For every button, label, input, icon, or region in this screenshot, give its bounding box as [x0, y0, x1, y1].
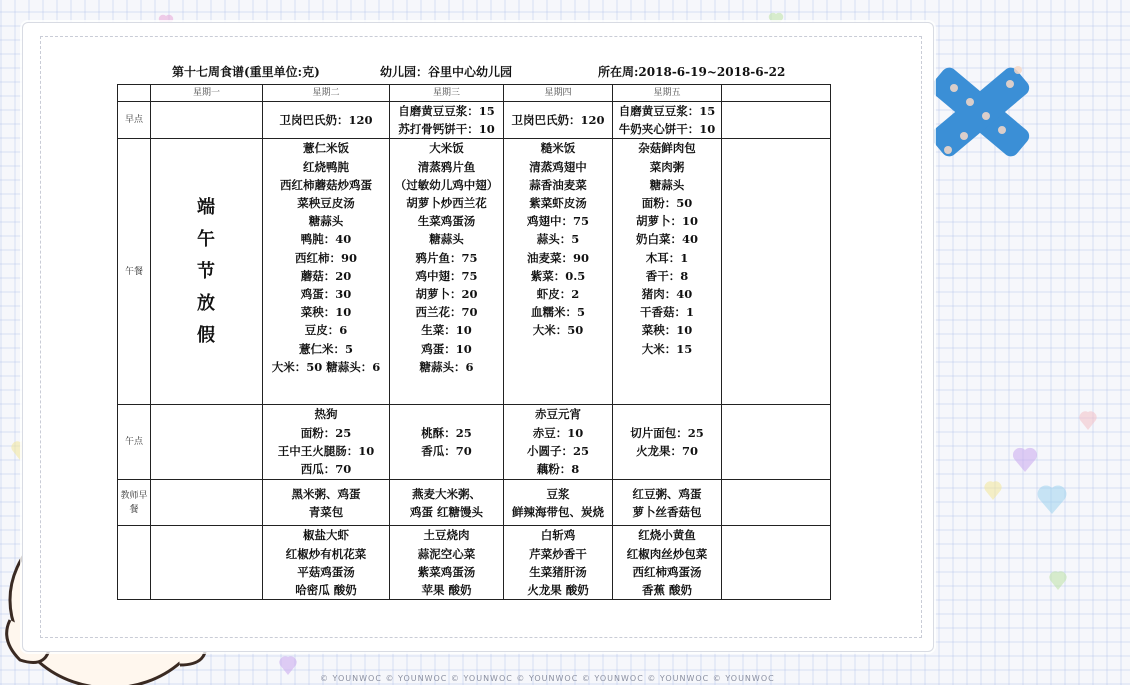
menu-line: 火龙果 酸奶 [527, 583, 589, 598]
menu-line: 豆浆 [546, 486, 570, 501]
col-header-thu: 星期四 [504, 85, 613, 102]
cell-lunch-thu [504, 139, 613, 405]
menu-line: 鸦片鱼：75 [415, 250, 478, 265]
menu-line: 生菜猪肝汤 [529, 564, 587, 579]
menu-line: 香干：8 [645, 268, 689, 283]
menu-line: 西兰花：70 [415, 305, 478, 320]
menu-line: 薏仁米：5 [298, 341, 353, 356]
menu-line: 杂菇鲜肉包 [638, 141, 696, 156]
cell-dinner-thu [504, 526, 613, 600]
cell-lunch-extra [722, 139, 831, 405]
menu-line: 紫菜虾皮汤 [529, 196, 587, 211]
menu-line: 生菜鸡蛋汤 [417, 214, 476, 229]
menu-table [117, 84, 831, 600]
row-label-snack: 午点 [118, 405, 151, 480]
menu-line: 薏仁米饭 [303, 141, 349, 156]
menu-line: 红椒肉丝炒包菜 [626, 546, 708, 561]
menu-line: 卫岗巴氏奶：120 [279, 113, 373, 128]
menu-line: 鸡蛋：30 [300, 287, 352, 302]
teacher-breakfast-row [118, 480, 831, 526]
snack-row [118, 405, 831, 480]
menu-line: 香瓜：70 [421, 444, 472, 459]
menu-line: 西红柿鸡蛋汤 [632, 564, 702, 579]
menu-line: 藕粉：8 [536, 462, 580, 477]
menu-line: 王中王火腿肠：10 [277, 443, 375, 458]
menu-line: 芹菜炒香干 [529, 546, 587, 561]
menu-line: 牛奶夹心饼干：10 [618, 122, 716, 137]
cell-breakfast-thu [504, 102, 613, 139]
cell-lunch-mon-holiday [151, 139, 263, 405]
cell-snack-extra [722, 405, 831, 480]
menu-line: 鸡蛋 红糖馒头 [409, 504, 483, 519]
holiday-char: 午 [197, 228, 216, 250]
cell-lunch-fri [613, 139, 722, 405]
watermark-text: © YOUNWOC © YOUNWOC © YOUNWOC © YOUNWOC © YOUNWOC © YOUNWOC © YOUNWOC [320, 674, 775, 683]
cell-dinner-wed [390, 526, 504, 600]
menu-line: 木耳：1 [645, 250, 689, 265]
row-label-lunch: 午餐 [118, 139, 151, 405]
menu-line: 切片面包：25 [630, 426, 704, 441]
cell-snack-tue [263, 405, 390, 480]
table-header-row [118, 85, 831, 102]
col-header-tue: 星期二 [263, 85, 390, 102]
menu-line: 大米：50 糖蒜头：6 [271, 359, 381, 374]
cell-dinner-tue [263, 526, 390, 600]
cell-teacher-mon [151, 480, 263, 526]
menu-line: 红烧小黄鱼 [638, 528, 696, 543]
cell-lunch-tue [263, 139, 390, 405]
menu-line: 赤豆元宵 [535, 407, 581, 422]
menu-line: 赤豆：10 [532, 425, 584, 440]
menu-line: 糙米饭 [540, 141, 576, 156]
holiday-char: 放 [197, 292, 216, 314]
menu-line: 西红柿蘑菇炒鸡蛋 [280, 177, 372, 192]
menu-line: 糖蒜头 [429, 232, 464, 247]
menu-title: 第十七周食谱(重里单位:克) [172, 65, 320, 79]
menu-line: 菜肉粥 [649, 159, 685, 174]
cell-breakfast-wed [390, 102, 504, 139]
menu-line: 蘑菇：20 [300, 268, 352, 283]
menu-line: 大米：15 [641, 341, 693, 356]
kindergarten-name: 幼儿园：谷里中心幼儿园 [380, 65, 513, 79]
menu-line: 大米饭 [429, 141, 464, 156]
menu-line: 清蒸鸦片鱼 [417, 159, 476, 174]
menu-line: 生菜：10 [421, 323, 472, 338]
lunch-row [118, 139, 831, 405]
row-label-breakfast: 早点 [118, 102, 151, 139]
menu-line: 鸭肫：40 [300, 232, 352, 247]
menu-line: 胡萝卜炒西兰花 [406, 196, 487, 211]
cell-breakfast-extra [722, 102, 831, 139]
cell-teacher-fri [613, 480, 722, 526]
menu-line: 紫菜鸡蛋汤 [417, 564, 476, 579]
menu-line: 红豆粥、鸡蛋 [632, 486, 702, 501]
menu-line: 蒜泥空心菜 [417, 546, 476, 561]
menu-line: 鸡中翅：75 [415, 268, 478, 283]
menu-header [172, 63, 792, 81]
menu-line: （过敏幼儿鸡中翅） [394, 177, 499, 192]
holiday-char: 假 [197, 324, 216, 346]
menu-line: 鸡翅中：75 [526, 214, 589, 229]
week-range: 所在周:2018-6-19~2018-6-22 [598, 65, 786, 79]
cell-teacher-tue [263, 480, 390, 526]
menu-line: 干香菇：1 [639, 305, 694, 320]
menu-line: 鸡蛋：10 [421, 341, 472, 356]
menu-line: 猪肉：40 [641, 287, 693, 302]
menu-line: 奶白菜：40 [635, 232, 698, 247]
menu-line: 哈密瓜 酸奶 [295, 583, 357, 598]
menu-line: 红椒炒有机花菜 [285, 546, 367, 561]
cell-dinner-mon [151, 526, 263, 600]
menu-line: 白斩鸡 [540, 528, 576, 543]
cell-teacher-wed [390, 480, 504, 526]
menu-line: 胡萝卜：20 [415, 287, 478, 302]
menu-line: 清蒸鸡翅中 [529, 159, 587, 174]
menu-line: 热狗 [314, 407, 338, 422]
menu-line: 豆皮：6 [304, 323, 348, 338]
menu-line: 西瓜：70 [300, 462, 352, 477]
row-label-dinner [118, 526, 151, 600]
col-header-extra [722, 85, 831, 102]
menu-line: 燕麦大米粥、 [412, 486, 481, 501]
menu-line: 面粉：50 [641, 196, 693, 211]
menu-line: 虾皮：2 [536, 287, 580, 302]
menu-line: 黑米粥、鸡蛋 [291, 486, 361, 501]
menu-line: 蒜香油麦菜 [529, 177, 587, 192]
breakfast-row [118, 102, 831, 139]
menu-line: 香蕉 酸奶 [641, 583, 692, 598]
row-label-teacher-breakfast: 教师早餐 [118, 480, 151, 526]
menu-line: 鲜辣海带包、炭烧 [512, 504, 604, 519]
menu-line: 卫岗巴氏奶：120 [511, 113, 605, 128]
dinner-row [118, 526, 831, 600]
menu-line: 自磨黄豆豆浆：15 [398, 104, 495, 118]
menu-line: 菜秧：10 [300, 305, 352, 320]
cell-snack-fri [613, 405, 722, 480]
menu-line: 火龙果：70 [635, 444, 698, 459]
menu-line: 自磨黄豆豆浆：15 [618, 104, 716, 118]
menu-line: 椒盐大虾 [303, 528, 349, 543]
col-header-fri: 星期五 [613, 85, 722, 102]
menu-line: 菜秧：10 [641, 323, 693, 338]
menu-line: 西红柿：90 [294, 250, 357, 265]
menu-line: 血糯米：5 [530, 305, 585, 320]
menu-line: 红烧鸭肫 [303, 159, 349, 174]
menu-line: 糖蒜头 [308, 214, 344, 229]
menu-line: 大米：50 [532, 323, 584, 338]
menu-line: 苹果 酸奶 [421, 583, 472, 598]
menu-line: 胡萝卜：10 [635, 214, 698, 229]
cell-breakfast-mon [151, 102, 263, 139]
cell-snack-mon [151, 405, 263, 480]
cell-teacher-extra [722, 480, 831, 526]
menu-line: 桃酥：25 [421, 426, 472, 441]
menu-line: 菜秧豆皮汤 [297, 196, 355, 211]
menu-line: 糖蒜头 [649, 177, 685, 192]
corner-cell [118, 85, 151, 102]
cell-breakfast-tue [263, 102, 390, 139]
holiday-char: 端 [197, 196, 216, 218]
menu-line: 萝卜丝香菇包 [632, 504, 702, 519]
menu-line: 青菜包 [308, 504, 344, 519]
cell-teacher-thu [504, 480, 613, 526]
menu-line: 油麦菜：90 [526, 250, 589, 265]
col-header-wed: 星期三 [390, 85, 504, 102]
menu-line: 糖蒜头：6 [419, 359, 474, 374]
cell-breakfast-fri [613, 102, 722, 139]
menu-line: 平菇鸡蛋汤 [297, 564, 355, 579]
menu-line: 苏打骨钙饼干：10 [398, 122, 495, 137]
menu-line: 土豆烧肉 [423, 528, 470, 543]
menu-line: 小圆子：25 [526, 443, 589, 458]
cell-dinner-fri [613, 526, 722, 600]
menu-line: 面粉：25 [300, 425, 352, 440]
col-header-mon: 星期一 [151, 85, 263, 102]
cell-snack-wed [390, 405, 504, 480]
menu-line: 紫菜：0.5 [530, 268, 586, 283]
cell-lunch-wed [390, 139, 504, 405]
cell-snack-thu [504, 405, 613, 480]
cell-dinner-extra [722, 526, 831, 600]
holiday-char: 节 [197, 260, 216, 282]
menu-line: 蒜头：5 [536, 232, 580, 247]
